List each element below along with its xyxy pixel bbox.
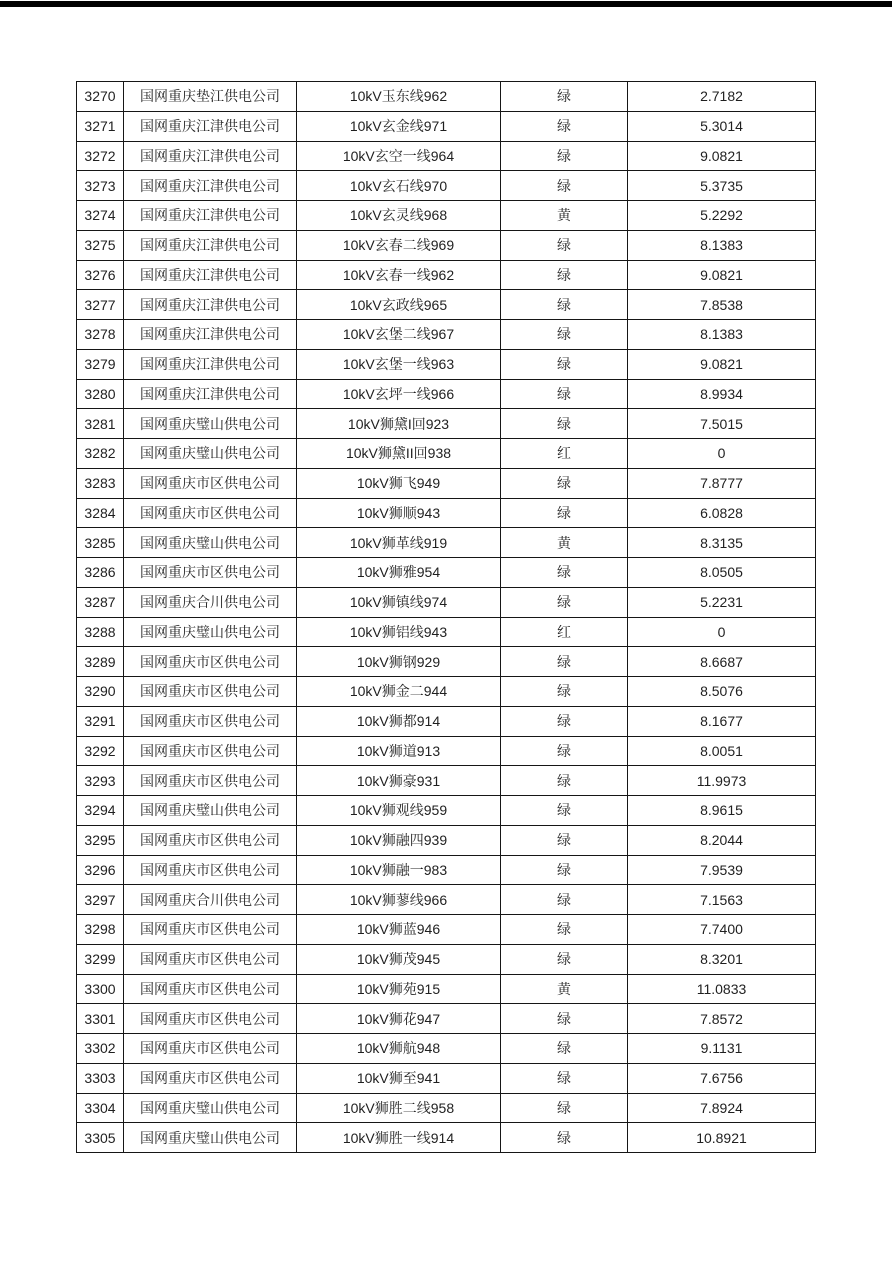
status-color-cell: 绿 <box>501 1004 628 1034</box>
row-number-cell: 3303 <box>77 1063 124 1093</box>
table-row <box>77 320 816 350</box>
value-cell: 0 <box>628 439 816 469</box>
line-name-cell: 10kV狮融一983 <box>297 855 501 885</box>
line-name-cell: 10kV玄堡二线967 <box>297 320 501 350</box>
value-cell: 7.7400 <box>628 915 816 945</box>
table-row <box>77 230 816 260</box>
value-cell: 5.3014 <box>628 111 816 141</box>
company-cell: 国网重庆江津供电公司 <box>124 260 297 290</box>
status-color-cell: 绿 <box>501 468 628 498</box>
value-cell: 7.1563 <box>628 885 816 915</box>
line-name-cell: 10kV狮黛I回923 <box>297 409 501 439</box>
status-color-cell: 绿 <box>501 111 628 141</box>
table-row <box>77 498 816 528</box>
company-cell: 国网重庆璧山供电公司 <box>124 617 297 647</box>
value-cell: 8.5076 <box>628 677 816 707</box>
company-cell: 国网重庆合川供电公司 <box>124 587 297 617</box>
company-cell: 国网重庆江津供电公司 <box>124 230 297 260</box>
row-number-cell: 3279 <box>77 349 124 379</box>
status-color-cell: 绿 <box>501 141 628 171</box>
value-cell: 9.0821 <box>628 349 816 379</box>
row-number-cell: 3299 <box>77 944 124 974</box>
value-cell: 7.8572 <box>628 1004 816 1034</box>
company-cell: 国网重庆市区供电公司 <box>124 766 297 796</box>
row-number-cell: 3292 <box>77 736 124 766</box>
row-number-cell: 3275 <box>77 230 124 260</box>
line-name-cell: 10kV狮航948 <box>297 1034 501 1064</box>
line-name-cell: 10kV狮豪931 <box>297 766 501 796</box>
value-cell: 8.1677 <box>628 706 816 736</box>
status-color-cell: 绿 <box>501 349 628 379</box>
company-cell: 国网重庆江津供电公司 <box>124 349 297 379</box>
value-cell: 8.6687 <box>628 647 816 677</box>
row-number-cell: 3297 <box>77 885 124 915</box>
company-cell: 国网重庆市区供电公司 <box>124 468 297 498</box>
value-cell: 8.2044 <box>628 825 816 855</box>
row-number-cell: 3301 <box>77 1004 124 1034</box>
row-number-cell: 3282 <box>77 439 124 469</box>
table-row <box>77 766 816 796</box>
company-cell: 国网重庆市区供电公司 <box>124 647 297 677</box>
line-name-cell: 10kV玄石线970 <box>297 171 501 201</box>
company-cell: 国网重庆璧山供电公司 <box>124 409 297 439</box>
table-row <box>77 617 816 647</box>
status-color-cell: 黄 <box>501 528 628 558</box>
row-number-cell: 3274 <box>77 201 124 231</box>
table-row <box>77 1004 816 1034</box>
table-row <box>77 260 816 290</box>
row-number-cell: 3286 <box>77 558 124 588</box>
table-row <box>77 1093 816 1123</box>
row-number-cell: 3284 <box>77 498 124 528</box>
table-row <box>77 706 816 736</box>
value-cell: 7.8924 <box>628 1093 816 1123</box>
company-cell: 国网重庆璧山供电公司 <box>124 1093 297 1123</box>
value-cell: 8.3135 <box>628 528 816 558</box>
line-name-cell: 10kV狮苑915 <box>297 974 501 1004</box>
company-cell: 国网重庆市区供电公司 <box>124 1004 297 1034</box>
table-row <box>77 201 816 231</box>
line-name-cell: 10kV玄空一线964 <box>297 141 501 171</box>
status-color-cell: 绿 <box>501 796 628 826</box>
status-color-cell: 绿 <box>501 498 628 528</box>
company-cell: 国网重庆市区供电公司 <box>124 1063 297 1093</box>
value-cell: 8.9615 <box>628 796 816 826</box>
row-number-cell: 3289 <box>77 647 124 677</box>
status-color-cell: 绿 <box>501 409 628 439</box>
row-number-cell: 3285 <box>77 528 124 558</box>
line-name-cell: 10kV玄坪一线966 <box>297 379 501 409</box>
company-cell: 国网重庆市区供电公司 <box>124 855 297 885</box>
company-cell: 国网重庆江津供电公司 <box>124 379 297 409</box>
status-color-cell: 绿 <box>501 1123 628 1153</box>
company-cell: 国网重庆璧山供电公司 <box>124 1123 297 1153</box>
company-cell: 国网重庆江津供电公司 <box>124 201 297 231</box>
table-row <box>77 944 816 974</box>
row-number-cell: 3302 <box>77 1034 124 1064</box>
line-name-cell: 10kV狮钢929 <box>297 647 501 677</box>
table-row <box>77 885 816 915</box>
line-name-cell: 10kV玄堡一线963 <box>297 349 501 379</box>
table-row <box>77 796 816 826</box>
line-name-cell: 10kV狮飞949 <box>297 468 501 498</box>
row-number-cell: 3305 <box>77 1123 124 1153</box>
table-row <box>77 915 816 945</box>
line-name-cell: 10kV狮至941 <box>297 1063 501 1093</box>
table-row <box>77 468 816 498</box>
line-name-cell: 10kV狮茂945 <box>297 944 501 974</box>
value-cell: 11.0833 <box>628 974 816 1004</box>
row-number-cell: 3288 <box>77 617 124 647</box>
line-name-cell: 10kV狮都914 <box>297 706 501 736</box>
line-name-cell: 10kV玄政线965 <box>297 290 501 320</box>
row-number-cell: 3296 <box>77 855 124 885</box>
company-cell: 国网重庆市区供电公司 <box>124 706 297 736</box>
company-cell: 国网重庆江津供电公司 <box>124 111 297 141</box>
table-row <box>77 677 816 707</box>
table-row <box>77 141 816 171</box>
table-row <box>77 171 816 201</box>
line-name-cell: 10kV玄金线971 <box>297 111 501 141</box>
line-name-cell: 10kV狮金二944 <box>297 677 501 707</box>
row-number-cell: 3271 <box>77 111 124 141</box>
status-color-cell: 绿 <box>501 677 628 707</box>
status-color-cell: 绿 <box>501 944 628 974</box>
table-row <box>77 1063 816 1093</box>
status-color-cell: 绿 <box>501 1093 628 1123</box>
row-number-cell: 3294 <box>77 796 124 826</box>
value-cell: 0 <box>628 617 816 647</box>
status-color-cell: 绿 <box>501 230 628 260</box>
value-cell: 9.0821 <box>628 260 816 290</box>
line-name-cell: 10kV狮花947 <box>297 1004 501 1034</box>
value-cell: 9.0821 <box>628 141 816 171</box>
status-color-cell: 绿 <box>501 558 628 588</box>
company-cell: 国网重庆璧山供电公司 <box>124 528 297 558</box>
row-number-cell: 3270 <box>77 82 124 112</box>
line-name-cell: 10kV狮黛II回938 <box>297 439 501 469</box>
table-row <box>77 558 816 588</box>
line-name-cell: 10kV狮观线959 <box>297 796 501 826</box>
status-color-cell: 绿 <box>501 82 628 112</box>
row-number-cell: 3283 <box>77 468 124 498</box>
line-name-cell: 10kV玄春二线969 <box>297 230 501 260</box>
page-top-edge-bar <box>0 1 892 7</box>
status-color-cell: 绿 <box>501 885 628 915</box>
row-number-cell: 3295 <box>77 825 124 855</box>
company-cell: 国网重庆市区供电公司 <box>124 1034 297 1064</box>
line-name-cell: 10kV狮蓝946 <box>297 915 501 945</box>
status-color-cell: 绿 <box>501 706 628 736</box>
value-cell: 7.8538 <box>628 290 816 320</box>
status-color-cell: 绿 <box>501 379 628 409</box>
table-row <box>77 587 816 617</box>
value-cell: 7.9539 <box>628 855 816 885</box>
status-color-cell: 绿 <box>501 915 628 945</box>
company-cell: 国网重庆璧山供电公司 <box>124 796 297 826</box>
row-number-cell: 3280 <box>77 379 124 409</box>
table-row <box>77 1034 816 1064</box>
row-number-cell: 3277 <box>77 290 124 320</box>
status-color-cell: 绿 <box>501 260 628 290</box>
status-color-cell: 绿 <box>501 1034 628 1064</box>
company-cell: 国网重庆市区供电公司 <box>124 736 297 766</box>
value-cell: 11.9973 <box>628 766 816 796</box>
company-cell: 国网重庆市区供电公司 <box>124 974 297 1004</box>
line-name-cell: 10kV狮胜二线958 <box>297 1093 501 1123</box>
value-cell: 10.8921 <box>628 1123 816 1153</box>
value-cell: 5.2292 <box>628 201 816 231</box>
table-row <box>77 855 816 885</box>
row-number-cell: 3291 <box>77 706 124 736</box>
row-number-cell: 3304 <box>77 1093 124 1123</box>
table-row <box>77 290 816 320</box>
line-name-cell: 10kV狮革线919 <box>297 528 501 558</box>
status-color-cell: 绿 <box>501 1063 628 1093</box>
value-cell: 8.1383 <box>628 230 816 260</box>
company-cell: 国网重庆市区供电公司 <box>124 825 297 855</box>
table-row <box>77 647 816 677</box>
status-color-cell: 绿 <box>501 587 628 617</box>
line-name-cell: 10kV狮道913 <box>297 736 501 766</box>
company-cell: 国网重庆市区供电公司 <box>124 558 297 588</box>
status-color-cell: 绿 <box>501 647 628 677</box>
status-color-cell: 黄 <box>501 974 628 1004</box>
table-row <box>77 379 816 409</box>
table-row <box>77 825 816 855</box>
power-line-table <box>76 81 816 1153</box>
value-cell: 8.3201 <box>628 944 816 974</box>
value-cell: 7.5015 <box>628 409 816 439</box>
line-name-cell: 10kV狮顺943 <box>297 498 501 528</box>
company-cell: 国网重庆江津供电公司 <box>124 290 297 320</box>
company-cell: 国网重庆市区供电公司 <box>124 915 297 945</box>
status-color-cell: 绿 <box>501 736 628 766</box>
value-cell: 8.0051 <box>628 736 816 766</box>
company-cell: 国网重庆市区供电公司 <box>124 944 297 974</box>
value-cell: 7.6756 <box>628 1063 816 1093</box>
line-name-cell: 10kV狮融四939 <box>297 825 501 855</box>
status-color-cell: 绿 <box>501 825 628 855</box>
company-cell: 国网重庆江津供电公司 <box>124 141 297 171</box>
row-number-cell: 3278 <box>77 320 124 350</box>
table-row <box>77 974 816 1004</box>
status-color-cell: 绿 <box>501 320 628 350</box>
company-cell: 国网重庆合川供电公司 <box>124 885 297 915</box>
row-number-cell: 3273 <box>77 171 124 201</box>
row-number-cell: 3276 <box>77 260 124 290</box>
value-cell: 2.7182 <box>628 82 816 112</box>
status-color-cell: 绿 <box>501 171 628 201</box>
row-number-cell: 3272 <box>77 141 124 171</box>
status-color-cell: 红 <box>501 617 628 647</box>
table-row <box>77 409 816 439</box>
line-name-cell: 10kV玉东线962 <box>297 82 501 112</box>
line-name-cell: 10kV狮蓼线966 <box>297 885 501 915</box>
table-row <box>77 1123 816 1153</box>
line-name-cell: 10kV狮胜一线914 <box>297 1123 501 1153</box>
value-cell: 5.2231 <box>628 587 816 617</box>
table-row <box>77 349 816 379</box>
value-cell: 8.1383 <box>628 320 816 350</box>
table-row <box>77 439 816 469</box>
company-cell: 国网重庆市区供电公司 <box>124 677 297 707</box>
row-number-cell: 3290 <box>77 677 124 707</box>
value-cell: 8.9934 <box>628 379 816 409</box>
company-cell: 国网重庆璧山供电公司 <box>124 439 297 469</box>
status-color-cell: 绿 <box>501 855 628 885</box>
line-name-cell: 10kV狮镇线974 <box>297 587 501 617</box>
value-cell: 8.0505 <box>628 558 816 588</box>
row-number-cell: 3298 <box>77 915 124 945</box>
value-cell: 7.8777 <box>628 468 816 498</box>
status-color-cell: 黄 <box>501 201 628 231</box>
company-cell: 国网重庆江津供电公司 <box>124 171 297 201</box>
company-cell: 国网重庆垫江供电公司 <box>124 82 297 112</box>
line-name-cell: 10kV狮铝线943 <box>297 617 501 647</box>
status-color-cell: 绿 <box>501 766 628 796</box>
power-line-table-body <box>77 82 816 1153</box>
status-color-cell: 绿 <box>501 290 628 320</box>
row-number-cell: 3287 <box>77 587 124 617</box>
value-cell: 9.1131 <box>628 1034 816 1064</box>
company-cell: 国网重庆市区供电公司 <box>124 498 297 528</box>
table-row <box>77 111 816 141</box>
company-cell: 国网重庆江津供电公司 <box>124 320 297 350</box>
line-name-cell: 10kV玄春一线962 <box>297 260 501 290</box>
line-name-cell: 10kV狮雅954 <box>297 558 501 588</box>
table-row <box>77 528 816 558</box>
row-number-cell: 3281 <box>77 409 124 439</box>
value-cell: 5.3735 <box>628 171 816 201</box>
table-row <box>77 736 816 766</box>
row-number-cell: 3293 <box>77 766 124 796</box>
value-cell: 6.0828 <box>628 498 816 528</box>
line-name-cell: 10kV玄灵线968 <box>297 201 501 231</box>
table-row <box>77 82 816 112</box>
row-number-cell: 3300 <box>77 974 124 1004</box>
status-color-cell: 红 <box>501 439 628 469</box>
